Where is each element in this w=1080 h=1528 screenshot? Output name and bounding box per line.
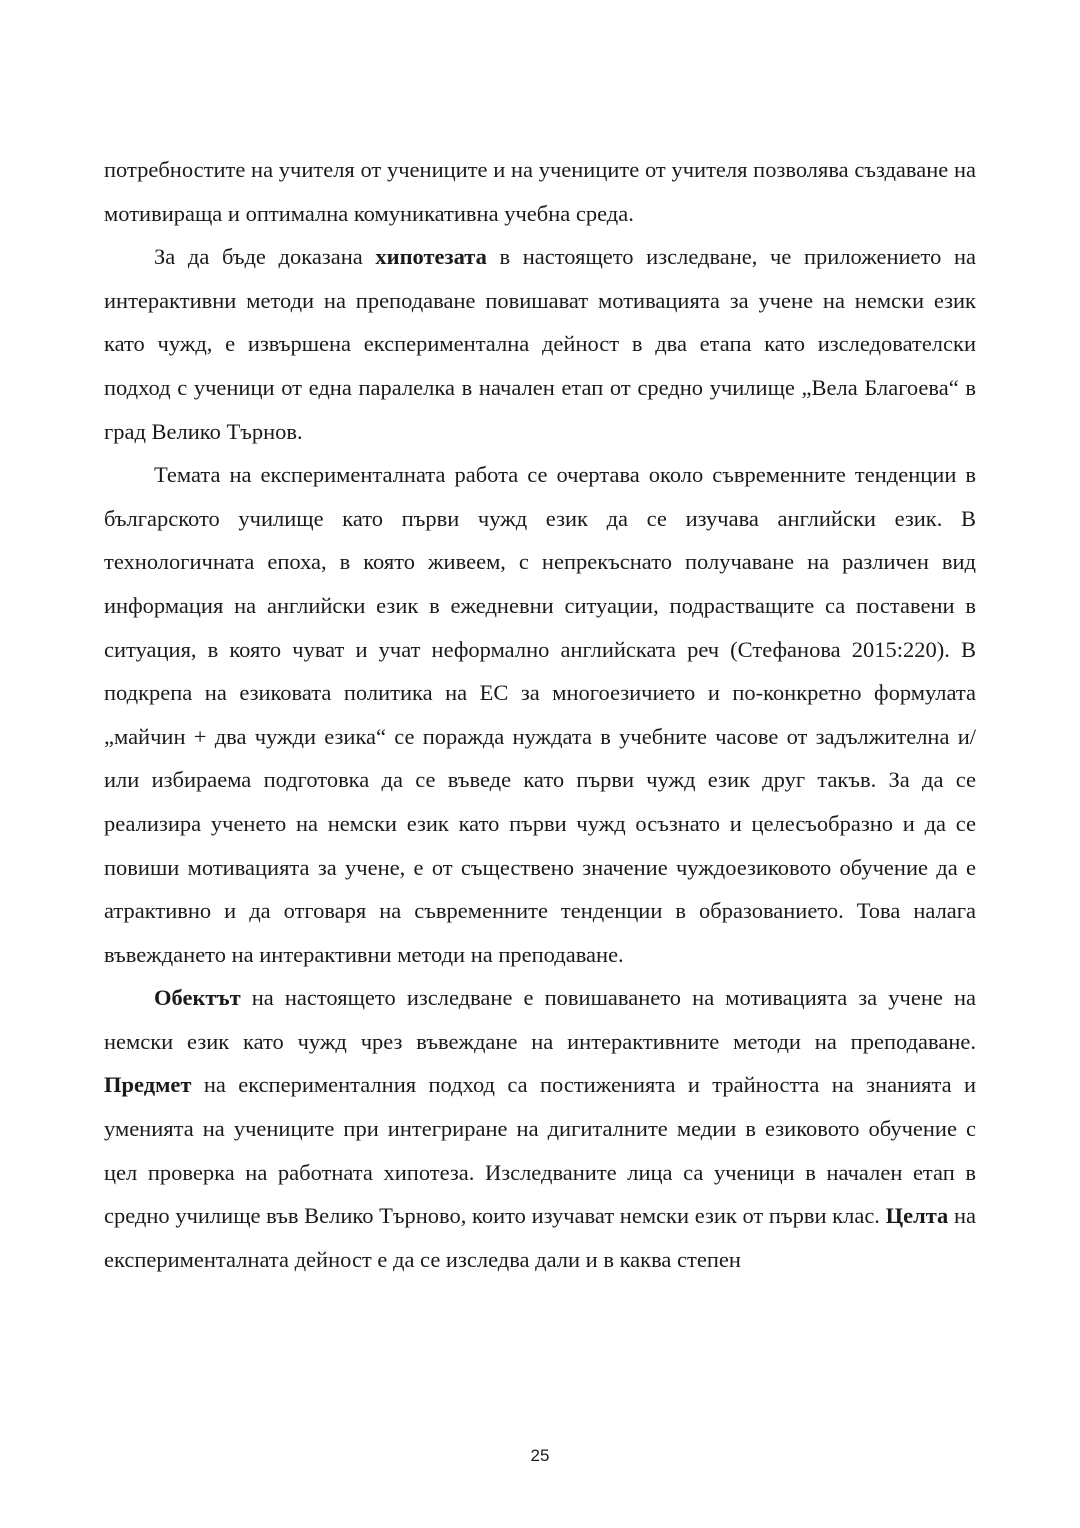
- subject-term: Предмет: [104, 1072, 192, 1098]
- paragraph-4-part-2: на експерименталния подход са постиженията и трайността на знанията и уменията на учениците при интегриране на дигиталните медии в езиковото обучение с цел проверка на работната хипотеза. Изследваните лица са ученици в начален етап в средно училище във Велико Търново, които изучават немски език от първи клас.: [104, 1072, 976, 1229]
- paragraph-3-text: Темата на експерименталната работа се очертава около съвременните тенденции в българското училище като първи чужд език да се изучава английски език. В технологичната епоха, в която живеем, с непрекъснато получаване на различен вид информация на английски език в ежедневни ситуации, подрастващите са поставени в ситуация, в която чуват и учат неформално английската реч (Стефанова 2015:220). В подкрепа на езиковата политика на ЕС за многоезичието и по-конкретно формулата „майчин + два чужди езика“ се поражда нуждата в учебните часове от задължителна и/или избираема подготовка да се въведе като първи чужд език друг такъв. За да се реализира ученето на немски език като първи чужд осъзнато и целесъобразно и да се повиши мотивацията за учене, е от съществено значение чуждоезиковото обучение да е атрактивно и да отговаря на съвременните тенденции в образованието. Това налага въвеждането на интерактивни методи на преподаване.: [104, 462, 976, 967]
- paragraph-2: [104, 235, 976, 453]
- object-term: Обектът: [154, 985, 241, 1011]
- body-text: [104, 148, 976, 1281]
- paragraph-2-rest: в настоящето изследване, че приложението на интерактивни методи на преподаване повишават мотивацията за учене на немски език като чужд, е извършена експериментална дейност в два етапа като изследователски подход с ученици от една паралелка в начален етап от средно училище „Вела Благоева“ в град Велико Търнов.: [104, 244, 976, 444]
- paragraph-4-part-1: на настоящето изследване е повишаването на мотивацията за учене на немски език като чужд чрез въвеждане на интерактивните методи на преподаване.: [104, 985, 976, 1054]
- paragraph-4-part-3: на експерименталната дейност е да се изследва дали и в каква степен: [104, 1203, 976, 1272]
- paragraph-1: [104, 148, 976, 235]
- paragraph-4: [104, 976, 976, 1281]
- paragraph-1-text: потребностите на учителя от учениците и на учениците от учителя позволява създаване на мотивираща и оптимална комуникативна учебна среда.: [104, 157, 976, 226]
- page-number: 25: [530, 1446, 550, 1465]
- paragraph-2-lead: За да бъде доказана: [154, 244, 376, 270]
- paragraph-3: [104, 453, 976, 976]
- hypothesis-term: хипотезата: [375, 244, 487, 270]
- goal-term: Целта: [885, 1203, 949, 1229]
